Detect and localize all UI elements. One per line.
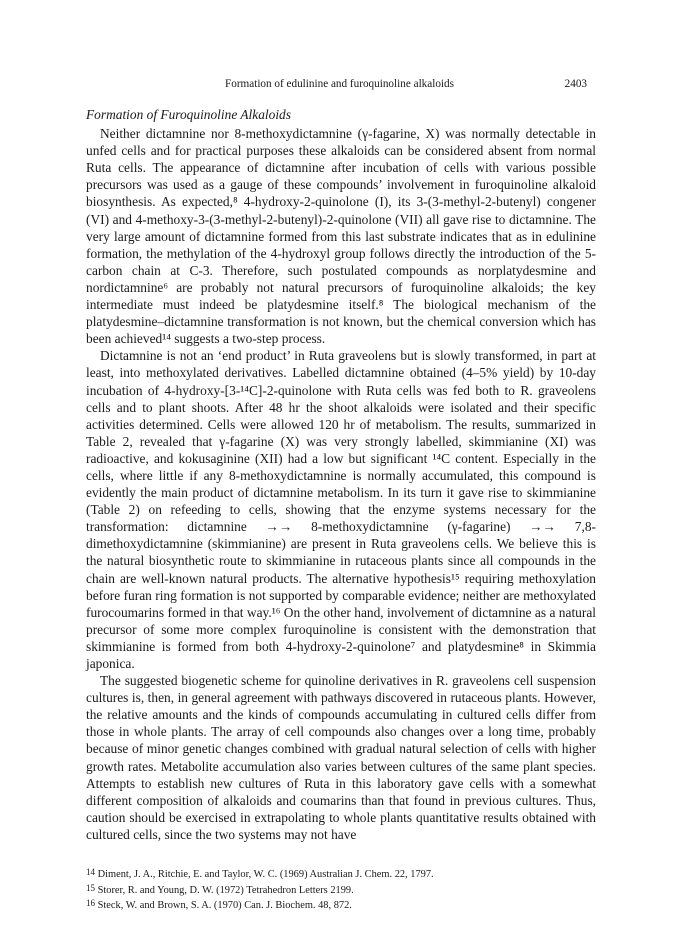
footnote-number: 14 — [86, 867, 95, 877]
paragraph: Neither dictamnine nor 8-methoxydictamnine (γ-fagarine, X) was normally detectable in unfed cells and for practical purposes these alkaloids can be considered absent from normal Ruta cells. The appearance of dictamnine after incubation of cells with various possible precursors was used as a gauge of these compounds’ involvement in furoquinoline alkaloid biosynthesis. As expected,⁸ 4-hydroxy-2-quinolone (I), its 3-(3-methyl-2-butenyl) congener (VI) and 4-methoxy-3-(3-methyl-2-butenyl)-2-quinolone (VII) all gave rise to dictamnine. The very large amount of dictamnine formed from this last substrate indicates that as in edulinine formation, the methylation of the 4-hydroxyl group follows directly the introduction of the 5-carbon chain at C-3. Therefore, such postulated compounds as norplatydesmine and nordictamnine⁶ are probably not natural precursors of furoquinoline alkaloids; the key intermediate must indeed be platydesmine itself.⁸ The biological mechanism of the platydesmine–dictamnine transformation is not known, but the chemical conversion which has been achieved¹⁴ suggests a two-step process. — [86, 126, 596, 347]
page-number: 2403 — [564, 78, 587, 90]
running-title: Formation of edulinine and furoquinoline alkaloids — [225, 78, 454, 90]
footnote-text: Steck, W. and Brown, S. A. (1970) Can. J. Biochem. 48, 872. — [97, 900, 352, 912]
running-header — [0, 78, 679, 94]
footnote — [86, 897, 596, 913]
body-text — [86, 106, 596, 843]
footnote — [86, 866, 596, 882]
footnote — [86, 882, 596, 898]
paragraph: The suggested biogenetic scheme for quinoline derivatives in R. graveolens cell suspension cultures is, then, in general agreement with pathways discovered in rutaceous plants. However, the relative amounts and the kinds of compounds accumulating in cultured cells differ from those in whole plants. The array of cell compounds also changes over a long time, probably because of minor genetic changes combined with gradual natural selection of cells with higher growth rates. Metabolite accumulation also varies between cultures of the same plant species. Attempts to establish new cultures of Ruta in this laboratory gave cells with a somewhat different composition of alkaloids and coumarins than that found in previous cultures. Thus, caution should be exercised in extrapolating to whole plants quantitative results obtained with cultured cells, since the two systems may not have — [86, 673, 596, 842]
paragraph: Dictamnine is not an ‘end product’ in Ruta graveolens but is slowly transformed, in part at least, into methoxylated derivatives. Labelled dictamnine obtained (4–5% yield) by 10-day incubation of 4-hydroxy-[3-¹⁴C]-2-quinolone with Ruta cells was fed both to R. graveolens cells and to plant shoots. After 48 hr the shoot alkaloids were isolated and their specific activities determined. Cells were allowed 120 hr of metabolism. The results, summarized in Table 2, revealed that γ-fagarine (X) was very strongly labelled, skimmianine (XI) was radioactive, and kokusaginine (XII) had a low but significant ¹⁴C content. Especially in the cells, where little if any 8-methoxydictamnine is normally accumulated, this compound is evidently the main product of dictamnine metabolism. In its turn it gave rise to skimmianine (Table 2) on refeeding to cells, showing that the enzyme systems necessary for the transformation: dictamnine →→ 8-methoxydictamnine (γ-fagarine) →→ 7,8-dimethoxydictamnine (skimmianine) are present in Ruta graveolens cells. We believe this is the natural biosynthetic route to skimmianine in rutaceous plants since all compounds in the chain are well-known natural products. The alternative hypothesis¹⁵ requiring methoxylation before furan ring formation is not supported by comparable evidence; neither are methoxylated furocoumarins formed in that way.¹⁶ On the other hand, involvement of dictamnine as a natural precursor of some more complex furoquinoline is consistent with the demonstration that skimmianine is formed from both 4-hydroxy-2-quinolone⁷ and platydesmine⁸ in Skimmia japonica. — [86, 348, 596, 671]
footnote-text: Storer, R. and Young, D. W. (1972) Tetrahedron Letters 2199. — [97, 884, 354, 896]
footnote-number: 15 — [86, 882, 95, 893]
footnotes — [86, 866, 596, 913]
section-heading: Formation of Furoquinoline Alkaloids — [86, 107, 291, 122]
footnote-number: 16 — [86, 898, 95, 909]
footnote-text: Diment, J. A., Ritchie, E. and Taylor, W. C. (1969) Australian J. Chem. 22, 1797. — [97, 869, 434, 880]
